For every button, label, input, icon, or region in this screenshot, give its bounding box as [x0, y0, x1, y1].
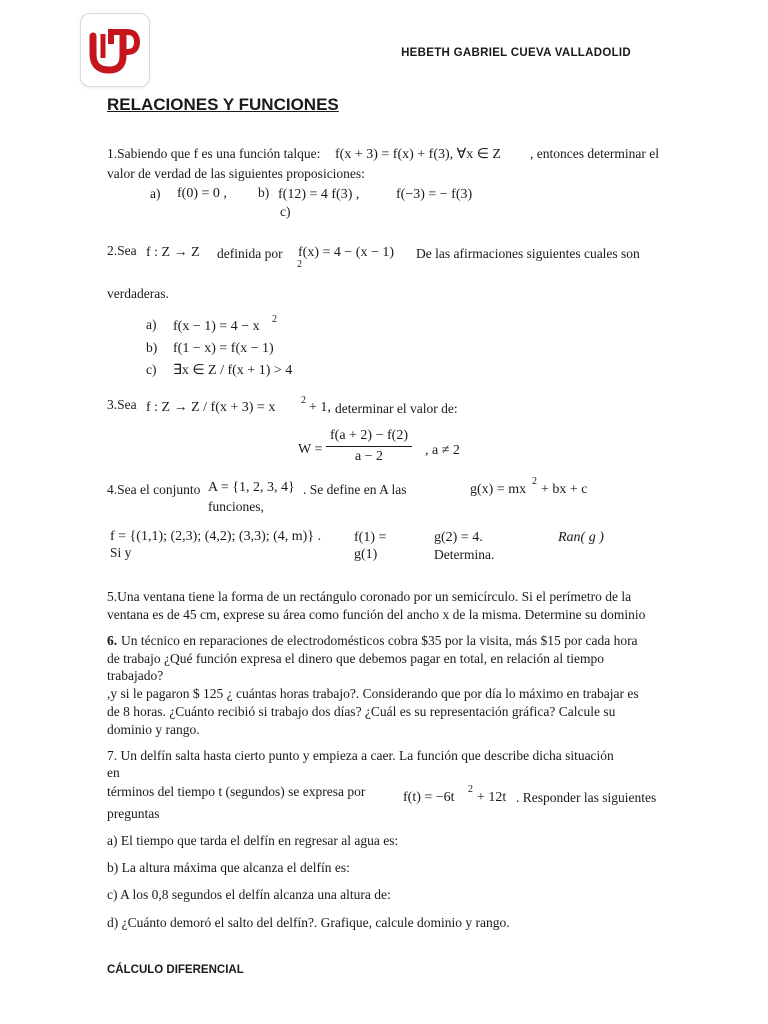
q1-text: 1.Sabiendo que f es una función talque: — [107, 146, 321, 161]
q2-def-text: definida por — [217, 246, 283, 261]
q7-b: b) La altura máxima que alcanza el delfín es: — [107, 860, 350, 875]
page-title: RELACIONES Y FUNCIONES — [107, 95, 339, 114]
q2-a: f(x − 1) = 4 − x — [173, 319, 260, 334]
q4-g-exp: 2 — [532, 476, 537, 487]
q7-tail: . Responder las siguientes — [516, 790, 657, 805]
q3-cond: , a ≠ 2 — [425, 443, 460, 458]
q3-numerator: f(a + 2) − f(2) — [326, 428, 412, 447]
q3-denominator: a − 2 — [354, 449, 384, 464]
q4-det: Determina. — [434, 547, 495, 562]
q7-c: c) A los 0,8 segundos el delfín alcanza una altura de: — [107, 887, 391, 902]
q1-c: f(−3) = − f(3) — [396, 187, 473, 202]
q2-formula: f(x) = 4 − (x − 1) — [298, 245, 394, 260]
q7-line4: preguntas — [107, 806, 160, 821]
q6-number: 6. — [107, 633, 118, 648]
q2-c: ∃x ∈ Z / f(x + 1) > 4 — [173, 363, 293, 378]
q2-line2: verdaderas. — [107, 286, 169, 301]
q3-formula: f : Z → Z / f(x + 3) = x — [146, 400, 276, 415]
q6-line5: de 8 horas. ¿Cuánto recibió si trabajo dos días? ¿Cuál es su representación gráfica? Calcule su — [107, 704, 616, 719]
utp-logo-icon — [81, 14, 149, 86]
q4-f: f = {(1,1); (2,3); (4,2); (3,3); (4, m)} . — [110, 529, 322, 544]
q4-si: Si y — [110, 545, 132, 560]
author-name: HEBETH GABRIEL CUEVA VALLADOLID — [401, 47, 631, 59]
q4-g-tail: + bx + c — [541, 482, 588, 497]
q1-b: f(12) = 4 f(3) , — [278, 187, 360, 202]
q2-exp: 2 — [297, 259, 302, 270]
q3-exp: 2 — [301, 395, 306, 406]
q4-lead: 4.Sea el conjunto — [107, 482, 201, 497]
q4-g2: g(2) = 4. — [434, 530, 483, 545]
q2-map: f : Z → Z — [146, 245, 200, 260]
q7-line2: en — [107, 765, 120, 780]
q1-tail: , entonces determinar el — [530, 146, 659, 161]
q3-tail: determinar el valor de: — [335, 401, 458, 416]
q1-b-label: b) — [258, 185, 270, 200]
q2-tail: De las afirmaciones siguientes cuales son — [416, 246, 640, 261]
q6-line3: trabajado? — [107, 668, 164, 683]
q4-g: g(x) = mx — [470, 482, 527, 497]
q1-c-label: c) — [280, 204, 291, 219]
footer-course-title: CÁLCULO DIFERENCIAL — [107, 964, 244, 976]
q4-ran: Ran( g ) — [558, 530, 604, 545]
q7-exp: 2 — [468, 784, 473, 795]
logo-frame — [80, 13, 150, 87]
q2-a-exp: 2 — [272, 314, 277, 325]
q3-lead: 3.Sea — [107, 397, 137, 412]
q1-formula: f(x + 3) = f(x) + f(3), ∀x ∈ Z — [335, 147, 501, 162]
q5-line1: 5.Una ventana tiene la forma de un rectángulo coronado por un semicírculo. Si el perímetro de la — [107, 589, 632, 604]
q7-a: a) El tiempo que tarda el delfín en regresar al agua es: — [107, 833, 399, 848]
q4-g1: g(1) — [354, 547, 378, 562]
q7-formula: f(t) = −6t — [403, 790, 455, 805]
q2-b-label: b) — [146, 340, 158, 355]
q1-a-label: a) — [150, 186, 161, 201]
q4-set: A = {1, 2, 3, 4} — [208, 480, 295, 495]
q3-formula-tail: + 1, — [309, 400, 331, 415]
q2-c-label: c) — [146, 362, 157, 377]
q2-a-label: a) — [146, 317, 157, 332]
q3-w: W = — [298, 442, 323, 457]
q2-lead: 2.Sea — [107, 243, 137, 258]
q6-line1: Un técnico en reparaciones de electrodomésticos cobra $35 por la visita, más $15 por cada hora — [121, 633, 638, 648]
q7-formula-tail: + 12t — [477, 790, 507, 805]
q7-line3: términos del tiempo t (segundos) se expresa por — [107, 784, 366, 799]
q2-b: f(1 − x) = f(x − 1) — [173, 341, 274, 356]
q6-line4: ,y si le pagaron $ 125 ¿ cuántas horas trabajo?. Considerando que por día lo máximo en trabajar es — [107, 686, 639, 701]
q7-d: d) ¿Cuánto demoró el salto del delfín?. Grafique, calcule dominio y rango. — [107, 915, 510, 930]
q5-line2: ventana es de 45 cm, exprese su área como función del ancho x de la misma. Determine su dominio — [107, 607, 646, 622]
q4-mid2: funciones, — [208, 499, 264, 514]
q3-fraction — [326, 428, 412, 465]
q7-line1: 7. Un delfín salta hasta cierto punto y empieza a caer. La función que describe dicha situación — [107, 748, 614, 763]
q1-a: f(0) = 0 , — [177, 186, 227, 201]
q1-line2: valor de verdad de las siguientes proposiciones: — [107, 166, 365, 181]
q4-mid: . Se define en A las — [303, 482, 407, 497]
q4-f1: f(1) = — [354, 530, 387, 545]
q6-line2: de trabajo ¿Qué función expresa el dinero que debemos pagar en total, en relación al tiempo — [107, 651, 605, 666]
q6-line6: dominio y rango. — [107, 722, 200, 737]
